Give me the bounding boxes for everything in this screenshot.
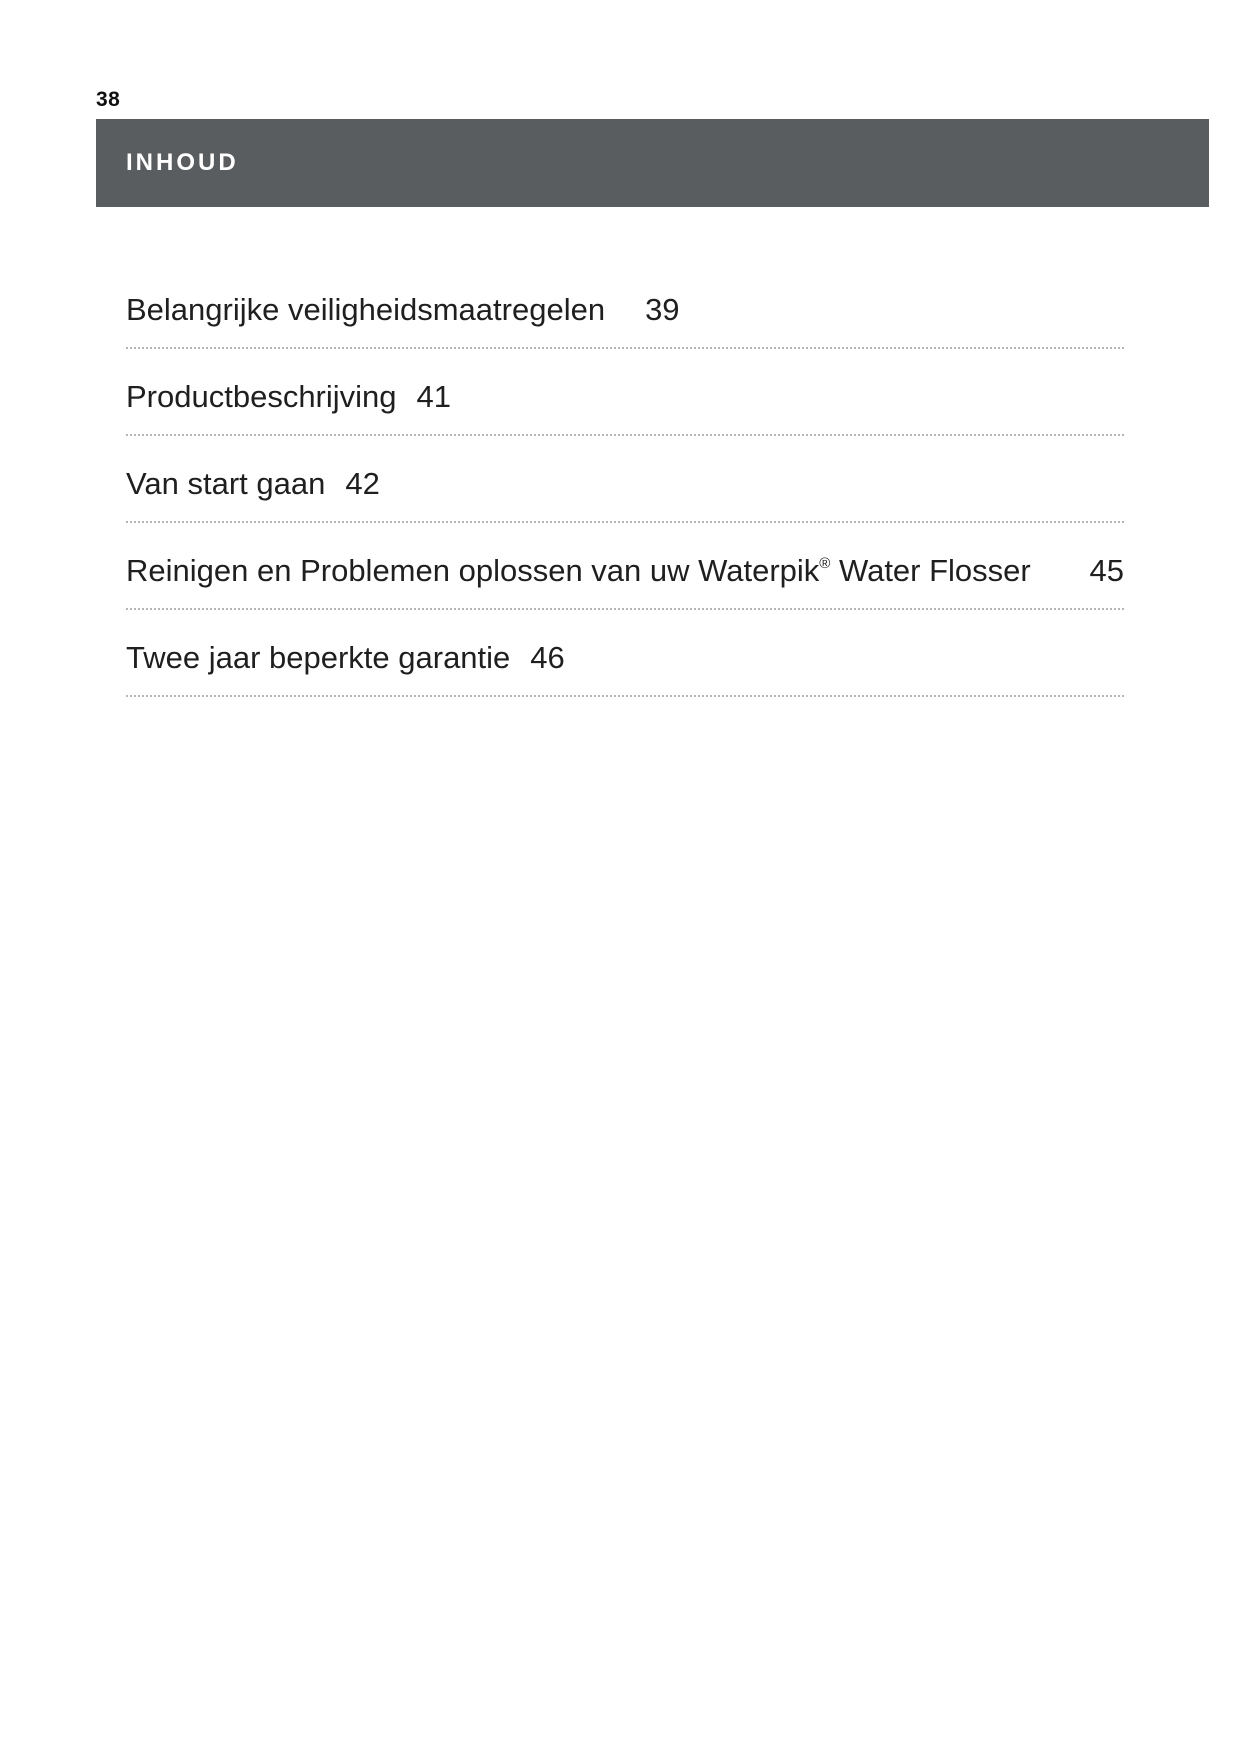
toc-entry-page: 46 (530, 639, 565, 675)
section-header-bar (96, 119, 1209, 207)
toc-entry-cleaning-troubleshooting[interactable] (126, 523, 1124, 610)
toc-entry-title-part: Reinigen en Problemen oplossen van uw Waterpik (126, 552, 820, 588)
registered-trademark-mark: ® (819, 554, 831, 572)
table-of-contents (126, 262, 1124, 697)
toc-entry-title: Productbeschrijving (126, 378, 397, 414)
toc-entry-title: Van start gaan (126, 465, 326, 501)
toc-entry-warranty[interactable] (126, 610, 1124, 697)
toc-entry-title: Twee jaar beperkte garantie (126, 639, 511, 675)
toc-entry-title-part: Water Flosser (830, 552, 1031, 588)
toc-entry-title: Belangrijke veiligheidsmaatregelen (126, 291, 606, 327)
section-title: INHOUD (126, 149, 239, 176)
toc-entry-title (126, 553, 1031, 589)
toc-entry-page: 45 (1089, 552, 1124, 588)
page-number: 38 (96, 88, 121, 111)
toc-entry-getting-started[interactable] (126, 436, 1124, 523)
toc-entry-page: 41 (416, 378, 452, 414)
toc-entry-page: 42 (345, 465, 380, 501)
toc-entry-safety[interactable] (126, 262, 1124, 349)
toc-entry-product-description[interactable] (126, 349, 1124, 436)
toc-entry-page: 39 (645, 291, 680, 327)
